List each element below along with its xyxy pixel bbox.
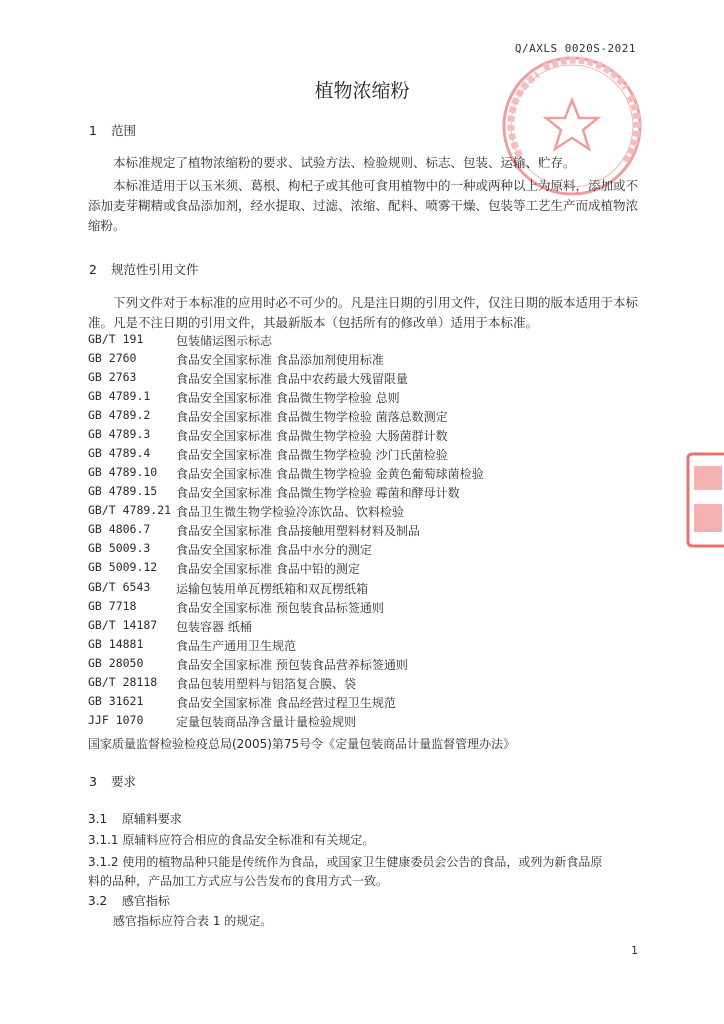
reference-code: GB 4789.2: [88, 408, 151, 422]
reference-code: GB/T 4789.21: [88, 503, 172, 517]
reference-title: 食品安全国家标准 食品添加剂使用标准: [176, 353, 384, 367]
reference-title: 包装储运图示标志: [176, 334, 273, 348]
document-code: Q/AXLS 0020S-2021: [514, 42, 636, 55]
reference-title: 食品安全国家标准 食品微生物学检验 总则: [176, 391, 400, 405]
section-number: 3: [89, 774, 97, 789]
section-title: 规范性引用文件: [110, 262, 199, 277]
reference-title: 包装容器 纸桶: [176, 620, 252, 634]
reference-code: GB/T 6543: [88, 580, 151, 594]
subsection-3-2-heading: [88, 892, 170, 909]
reference-code: GB 28050: [88, 656, 144, 670]
reference-code: GB 2760: [88, 351, 137, 365]
section-number: 2: [89, 262, 97, 277]
reference-title: 食品卫生微生物学检验冷冻饮品、饮料检验: [176, 505, 405, 519]
reference-title: 定量包装商品净含量计量检验规则: [176, 715, 357, 729]
reference-title: 食品包装用塑料与铝箔复合膜、袋: [176, 677, 357, 691]
scope-paragraph-1: 本标准规定了植物浓缩粉的要求、试验方法、检验规则、标志、包装、运输、贮存。: [113, 155, 576, 170]
reference-code: GB 4789.3: [88, 427, 151, 441]
reference-title: 食品安全国家标准 食品微生物学检验 大肠菌群计数: [176, 429, 448, 443]
reference-code: JJF 1070: [88, 713, 144, 727]
regulation-decree: 国家质量监督检验检疫总局(2005)第75号令《定量包装商品计量监督管理办法》: [88, 737, 516, 751]
reference-title: 食品生产通用卫生规范: [176, 639, 297, 653]
reference-code: GB/T 28118: [88, 675, 158, 689]
section-3-heading: [89, 772, 136, 790]
scope-paragraph-2: 本标准适用于以玉米须、葛根、枸杞子或其他可食用植物中的一种或两种以上为原料，添加或不添加麦芽糊精或食品添加剂，经水提取、过滤、浓缩、配料、喷雾干燥、包装等工艺生产而成植物浓缩粉。: [88, 178, 639, 233]
reference-title: 食品安全国家标准 食品中农药最大残留限量: [176, 372, 408, 386]
reference-title: 食品安全国家标准 食品微生物学检验 金黄色葡萄球菌检验: [176, 467, 484, 481]
reference-code: GB 5009.3: [88, 541, 151, 555]
reference-title: 食品安全国家标准 预包装食品标签通则: [176, 601, 384, 615]
normative-intro: 下列文件对于本标准的应用时必不可少的。凡是注日期的引用文件，仅注日期的版本适用于本标准。凡是不注日期的引用文件，其最新版本（包括所有的修改单）适用于本标准。: [88, 295, 639, 330]
edge-seal-stamp: [686, 452, 724, 548]
section-title: 要求: [110, 774, 136, 789]
reference-title: 食品安全国家标准 食品中铅的测定: [176, 562, 360, 576]
section-number: 1: [89, 123, 97, 138]
reference-title: 运输包装用单瓦楞纸箱和双瓦楞纸箱: [176, 582, 369, 596]
clause-3-1-2-line-1: 3.1.2 使用的植物品种只能是传统作为食品，或国家卫生健康委员会公告的食品，或列为新食品原: [88, 855, 603, 869]
section-1-heading: [89, 121, 136, 139]
reference-title: 食品安全国家标准 预包装食品营养标签通则: [176, 658, 408, 672]
page-number: 1: [631, 944, 638, 957]
reference-title: 食品安全国家标准 食品中水分的测定: [176, 543, 372, 557]
section-title: 范围: [110, 123, 136, 138]
reference-code: GB 4789.10: [88, 465, 158, 479]
reference-code: GB 4789.1: [88, 389, 151, 403]
reference-title: 食品安全国家标准 食品微生物学检验 霉菌和酵母计数: [176, 486, 460, 500]
clause-3-2-text: 感官指标应符合表 1 的规定。: [113, 914, 273, 928]
reference-title: 食品安全国家标准 食品微生物学检验 沙门氏菌检验: [176, 448, 448, 462]
clause-3-1-2-line-2: 料的品种，产品加工方式应与公告发布的食用方式一致。: [88, 874, 389, 888]
subsection-number: 3.1: [88, 812, 108, 826]
reference-code: GB 2763: [88, 370, 137, 384]
subsection-number: 3.2: [88, 894, 108, 908]
reference-code: GB/T 191: [88, 332, 144, 346]
reference-code: GB/T 14187: [88, 618, 158, 632]
subsection-3-1-heading: [88, 810, 182, 827]
reference-code: GB 4806.7: [88, 522, 151, 536]
reference-title: 食品安全国家标准 食品微生物学检验 菌落总数测定: [176, 410, 448, 424]
subsection-title: 感官指标: [121, 894, 170, 908]
reference-code: GB 31621: [88, 694, 144, 708]
section-2-heading: [89, 260, 199, 278]
clause-3-1-1: 3.1.1 原辅料应符合相应的食品安全标准和有关规定。: [88, 833, 375, 847]
reference-code: GB 7718: [88, 599, 137, 613]
document-title: 植物浓缩粉: [314, 80, 410, 102]
reference-code: GB 5009.12: [88, 560, 158, 574]
reference-title: 食品安全国家标准 食品接触用塑料材料及制品: [176, 524, 420, 538]
reference-title: 食品安全国家标准 食品经营过程卫生规范: [176, 696, 396, 710]
reference-code: GB 4789.4: [88, 446, 151, 460]
reference-code: GB 4789.15: [88, 484, 158, 498]
reference-code: GB 14881: [88, 637, 144, 651]
subsection-title: 原辅料要求: [121, 812, 182, 826]
